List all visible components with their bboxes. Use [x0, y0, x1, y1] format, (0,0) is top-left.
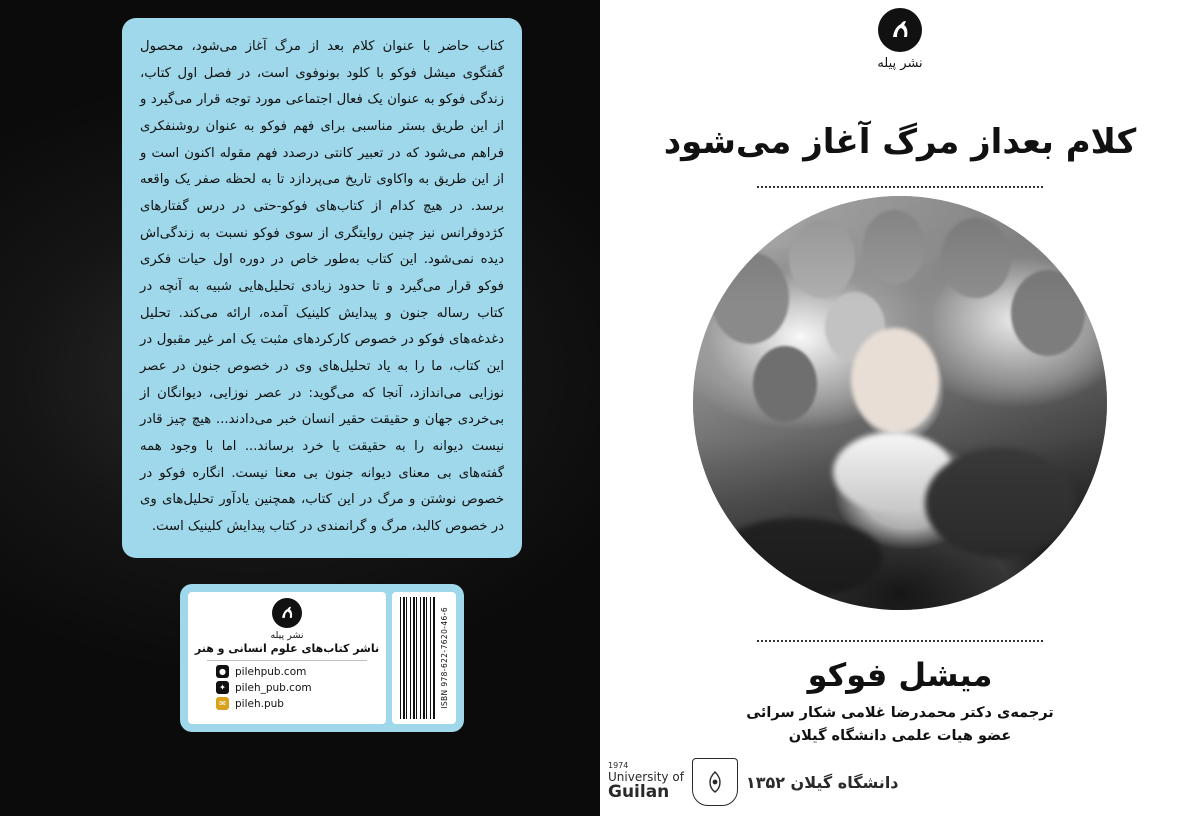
- cover-photo: [693, 196, 1107, 610]
- author-divider: [757, 640, 1043, 642]
- isbn-text: ISBN 978-622-7620-46-6: [439, 607, 449, 709]
- card-publisher-name: نشر پیله: [270, 630, 304, 641]
- social-links: [192, 665, 382, 710]
- publisher-name: نشر پیله: [877, 56, 923, 71]
- title-divider: [757, 186, 1043, 188]
- back-cover-blurb: کتاب حاضر با عنوان کلام بعد از مرگ آغاز می‌شود، محصول گفتگوی میشل فوکو با کلود بونوفوی است، در فصل اول کتاب، زندگی فوکو به عنوان یک فعال اجتماعی مورد توجه قرار می‌گیرد و از این طریق بستر مناسبی برای فهم فوکو به عنوان روشنفکری فراهم می‌شود که در تعبیر کانتی درصدد فهم مقوله اکنون است و از این طریق به واکاوی تاریخ می‌پردازد تا به لحظه صفر یک واقعه برسد. در هیچ کدام از کتاب‌های فوکو-حتی در درس گفتارهای کژدوفرانس نیز چنین روایتگری از سوی فوکو نسبت به زندگی‌اش دیده نمی‌شود. این کتاب به‌طور خاص در دوره اول حیات فکری فوکو قرار می‌گیرد و تا حدود زیادی تحلیل‌هایی شبیه به آنچه در کتاب رساله جنون و پیدایش کلینیک آمده، ارائه می‌کند. تحلیل دغدغه‌های فوکو در خصوص کارکردهای مثبت یک امر غیر مقبول در این کتاب، ما را به یاد تحلیل‌های وی در خصوص جنون در عصر نوزایی می‌اندازد، آنجا که می‌گوید: در عصر نوزایی، دیوانگان از بی‌خردی جهان و حقیقت حقیر انسان خبر می‌دادند... هیچ چیز قادر نیست دیوانه را به حقیقت یا خرد برساند... اما با وجود همه گفته‌های بی معنای دیوانه جنون بی معنا نیست. انگاره فوکو در خصوص نوشتن و مرگ در این کتاب، همچنین یادآور تحلیل‌های وی در خصوص کالبد، مرگ و گرانمندی در کتاب پیدایش کلینیک است.: [122, 18, 522, 558]
- publisher-info-card: [180, 584, 464, 732]
- globe-icon: ●: [216, 665, 229, 678]
- publisher-card-body: [188, 592, 386, 724]
- affiliation-line: عضو هیات علمی دانشگاه گیلان: [788, 728, 1012, 745]
- publisher-mark: [600, 8, 1200, 71]
- card-divider: [207, 660, 367, 661]
- university-name-fa: دانشگاه گیلان ۱۳۵۲: [745, 772, 899, 792]
- university-logo: [608, 758, 899, 806]
- translator-credit: ترجمه‌ی دکتر محمدرضا غلامی شکار سرائی: [746, 705, 1054, 721]
- barcode-icon: [400, 597, 436, 719]
- list-item[interactable]: [192, 697, 382, 710]
- author-block: [600, 656, 1200, 748]
- front-cover: [600, 0, 1200, 816]
- list-item[interactable]: [192, 665, 382, 678]
- list-item[interactable]: [192, 681, 382, 694]
- page-title: کلام بعداز مرگ آغاز می‌شود: [663, 121, 1137, 162]
- twitter-icon: ✦: [216, 681, 229, 694]
- horse-emblem-icon: [878, 8, 922, 52]
- university-name-en: [608, 762, 684, 802]
- guilan-university-emblem-icon: [692, 758, 738, 806]
- twitter-handle: pileh_pub.com: [235, 681, 312, 694]
- university-en-line2: Guilan: [608, 782, 670, 803]
- website-url: pilehpub.com: [235, 665, 307, 678]
- horse-emblem-icon: [272, 598, 302, 628]
- card-tagline: ناشر کتاب‌های علوم انسانی و هنر: [194, 642, 380, 655]
- mail-icon: ✉: [216, 697, 229, 710]
- author-name: میشل فوکو: [807, 656, 993, 694]
- university-year: 1974: [608, 761, 629, 771]
- email-handle: pileh.pub: [235, 697, 284, 710]
- isbn-barcode-block: [392, 592, 456, 724]
- title-block: [600, 98, 1200, 188]
- university-en-line1: University of: [608, 770, 684, 785]
